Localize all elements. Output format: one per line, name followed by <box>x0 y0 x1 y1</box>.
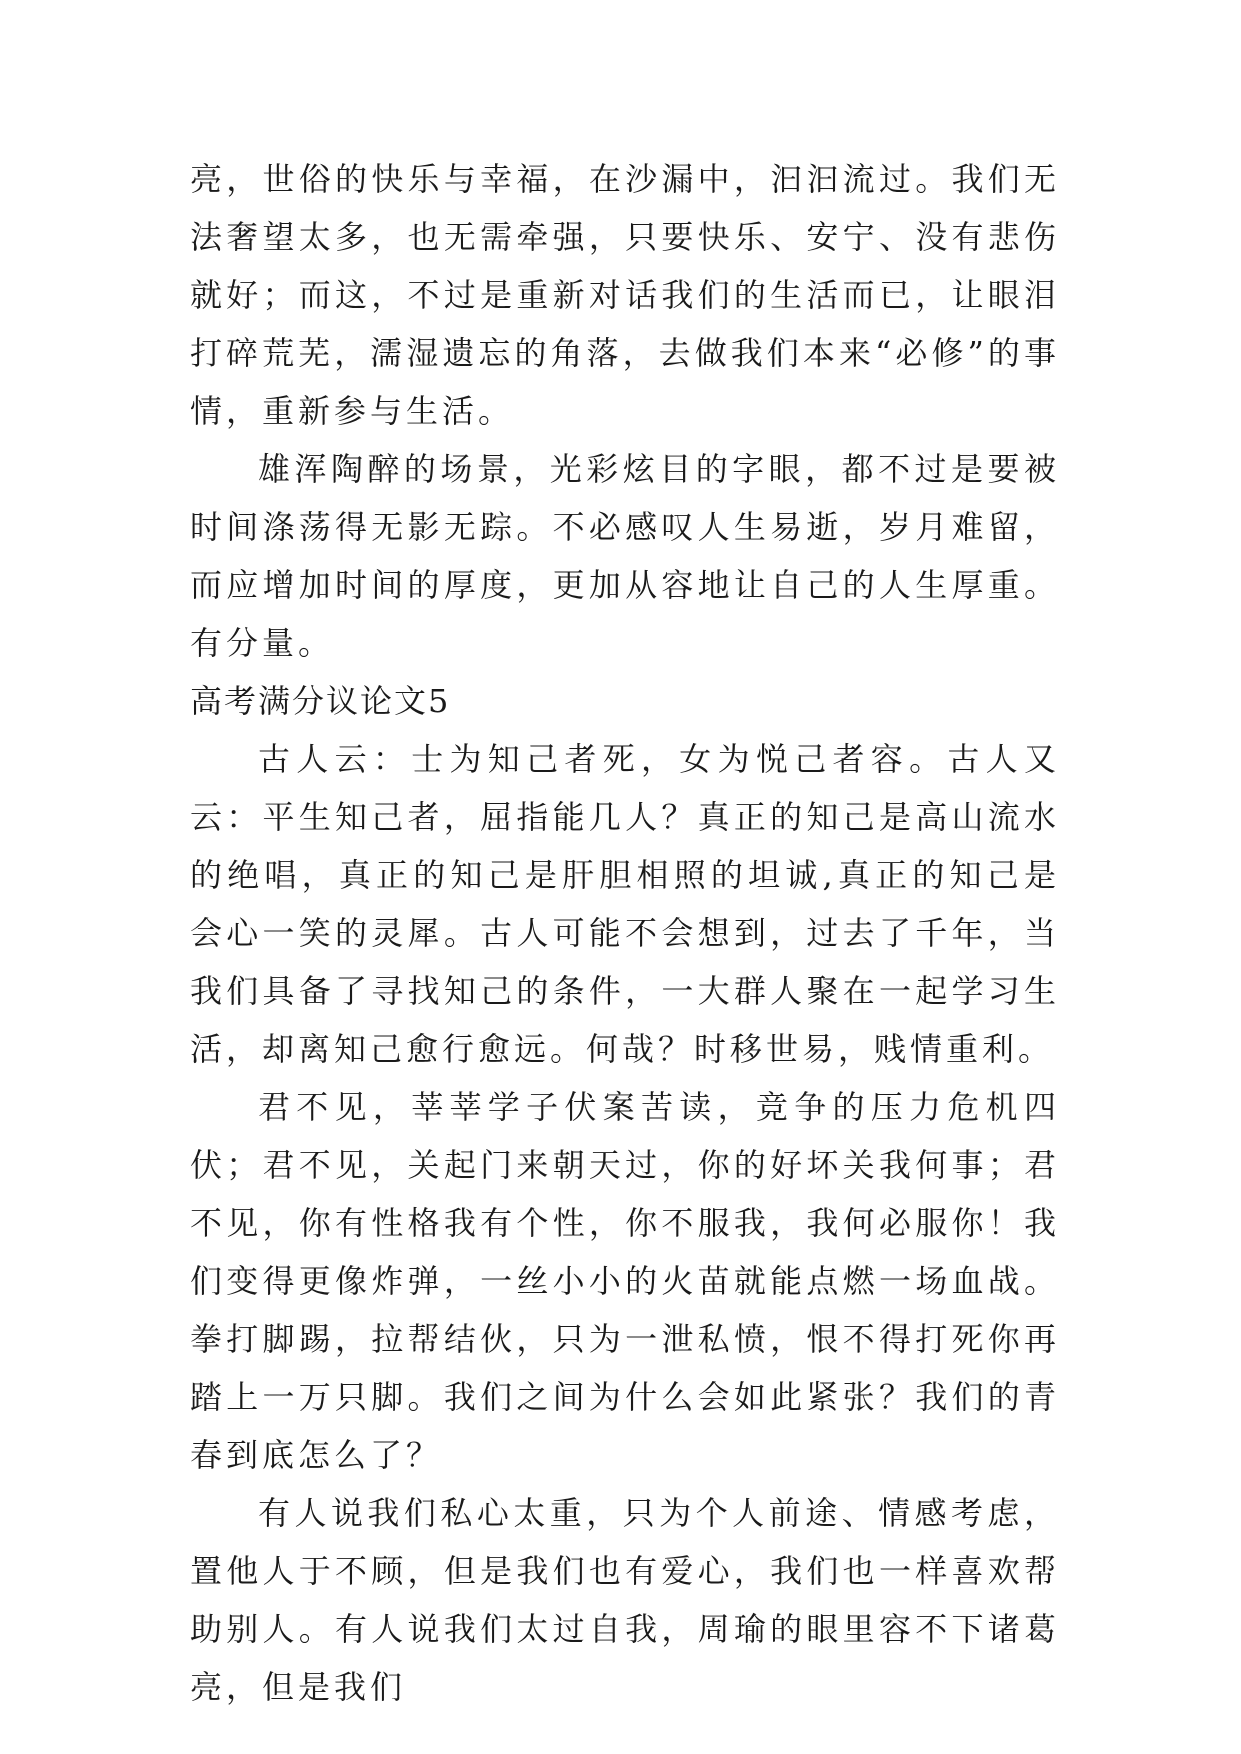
paragraph: 雄浑陶醉的场景，光彩炫目的字眼，都不过是要被时间涤荡得无影无踪。不必感叹人生易逝，岁月难留，而应增加时间的厚度，更加从容地让自己的人生厚重。有分量。 <box>190 450 1060 662</box>
paragraph: 有人说我们私心太重，只为个人前途、情感考虑，置他人于不顾，但是我们也有爱心，我们也一样喜欢帮助别人。有人说我们太过自我，周瑜的眼里容不下诸葛亮，但是我们 <box>190 1494 1060 1706</box>
paragraph: 古人云：士为知己者死，女为悦己者容。古人又云：平生知己者，屈指能几人？真正的知己是高山流水的绝唱，真正的知己是肝胆相照的坦诚,真正的知己是会心一笑的灵犀。古人可能不会想到，过去了千年，当我们具备了寻找知己的条件，一大群人聚在一起学习生活，却离知己愈行愈远。何哉？时移世易，贱情重利。 <box>190 740 1060 1068</box>
paragraph: 君不见，莘莘学子伏案苦读，竞争的压力危机四伏；君不见，关起门来朝天过，你的好坏关我何事；君不见，你有性格我有个性，你不服我，我何必服你！我们变得更像炸弹，一丝小小的火苗就能点燃一场血战。拳打脚踢，拉帮结伙，只为一泄私愤，恨不得打死你再踏上一万只脚。我们之间为什么会如此紧张？我们的青春到底怎么了？ <box>190 1088 1060 1474</box>
section-heading: 高考满分议论文5 <box>190 682 451 720</box>
document-page <box>190 150 1060 1716</box>
paragraph: 亮，世俗的快乐与幸福，在沙漏中，汩汩流过。我们无法奢望太多，也无需牵强，只要快乐、安宁、没有悲伤就好；而这，不过是重新对话我们的生活而已，让眼泪打碎荒芜，濡湿遗忘的角落，去做我们本来“必修”的事情，重新参与生活。 <box>190 160 1060 430</box>
